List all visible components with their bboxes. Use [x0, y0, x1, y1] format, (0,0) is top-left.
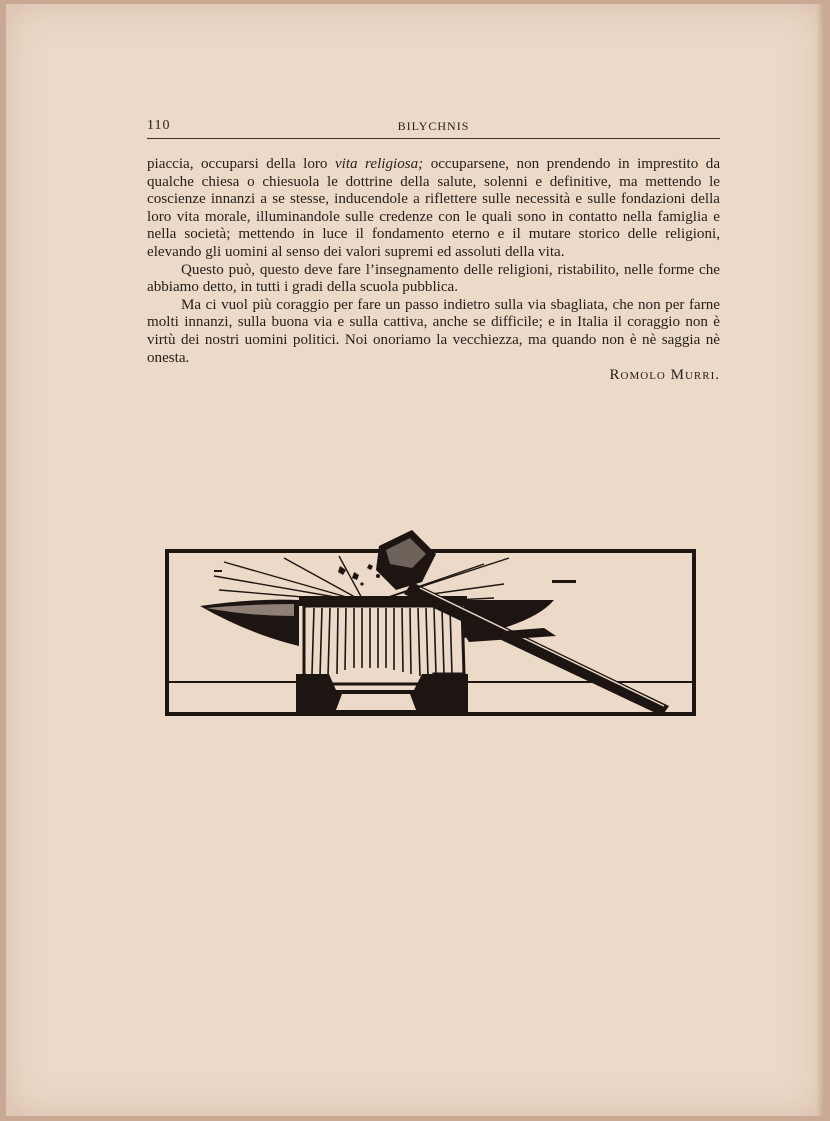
book-page [6, 4, 824, 1116]
page-number: 110 [147, 118, 171, 133]
journal-title: BILYCHNIS [397, 119, 470, 133]
paragraph-1-emphasis: vita religiosa; [334, 156, 424, 172]
running-head [147, 116, 720, 139]
paragraph-3: Ma ci vuol più coraggio per fare un passo indietro sulla via sbagliata, che non per farne molti innanzi, sulla buona via e sulla cattiva, anche se difficile; e in Italia il coraggio non è virtù dei nostri uomini politici. Noi onoriamo la vecchiezza, ma quando non è nè saggia nè onesta. [147, 296, 720, 366]
author-signature: Romolo Murri. [609, 367, 720, 384]
paragraph-1-rest: occuparsene, non prendendo in imprestito da qualche chiesa o chiesuola le dottrine della salute, solenni e definitive, ma mettendo le coscienze innanzi a se stesse, inducendole a riflettere sulle necessità e sulle fondazioni della loro vita morale, illuminandole sulle credenze con le quali sono in contatto nella famiglia e nella società; mettendo in luce il fondamento eterno e il mutare storico delle religioni, elevando gli uomini al senso dei valori supremi ed assoluti della vita. [147, 156, 721, 260]
article-text [147, 156, 720, 385]
anvil-hammer-woodcut-icon [164, 524, 698, 720]
paragraph-1 [147, 156, 720, 262]
paragraph-2: Questo può, questo deve fare l’insegnamento delle religioni, ristabilito, nelle forme che abbiamo detto, in tutti i gradi della scuola pubblica. [147, 261, 720, 296]
paragraph-1-start: piaccia, occuparsi della loro [147, 156, 335, 172]
